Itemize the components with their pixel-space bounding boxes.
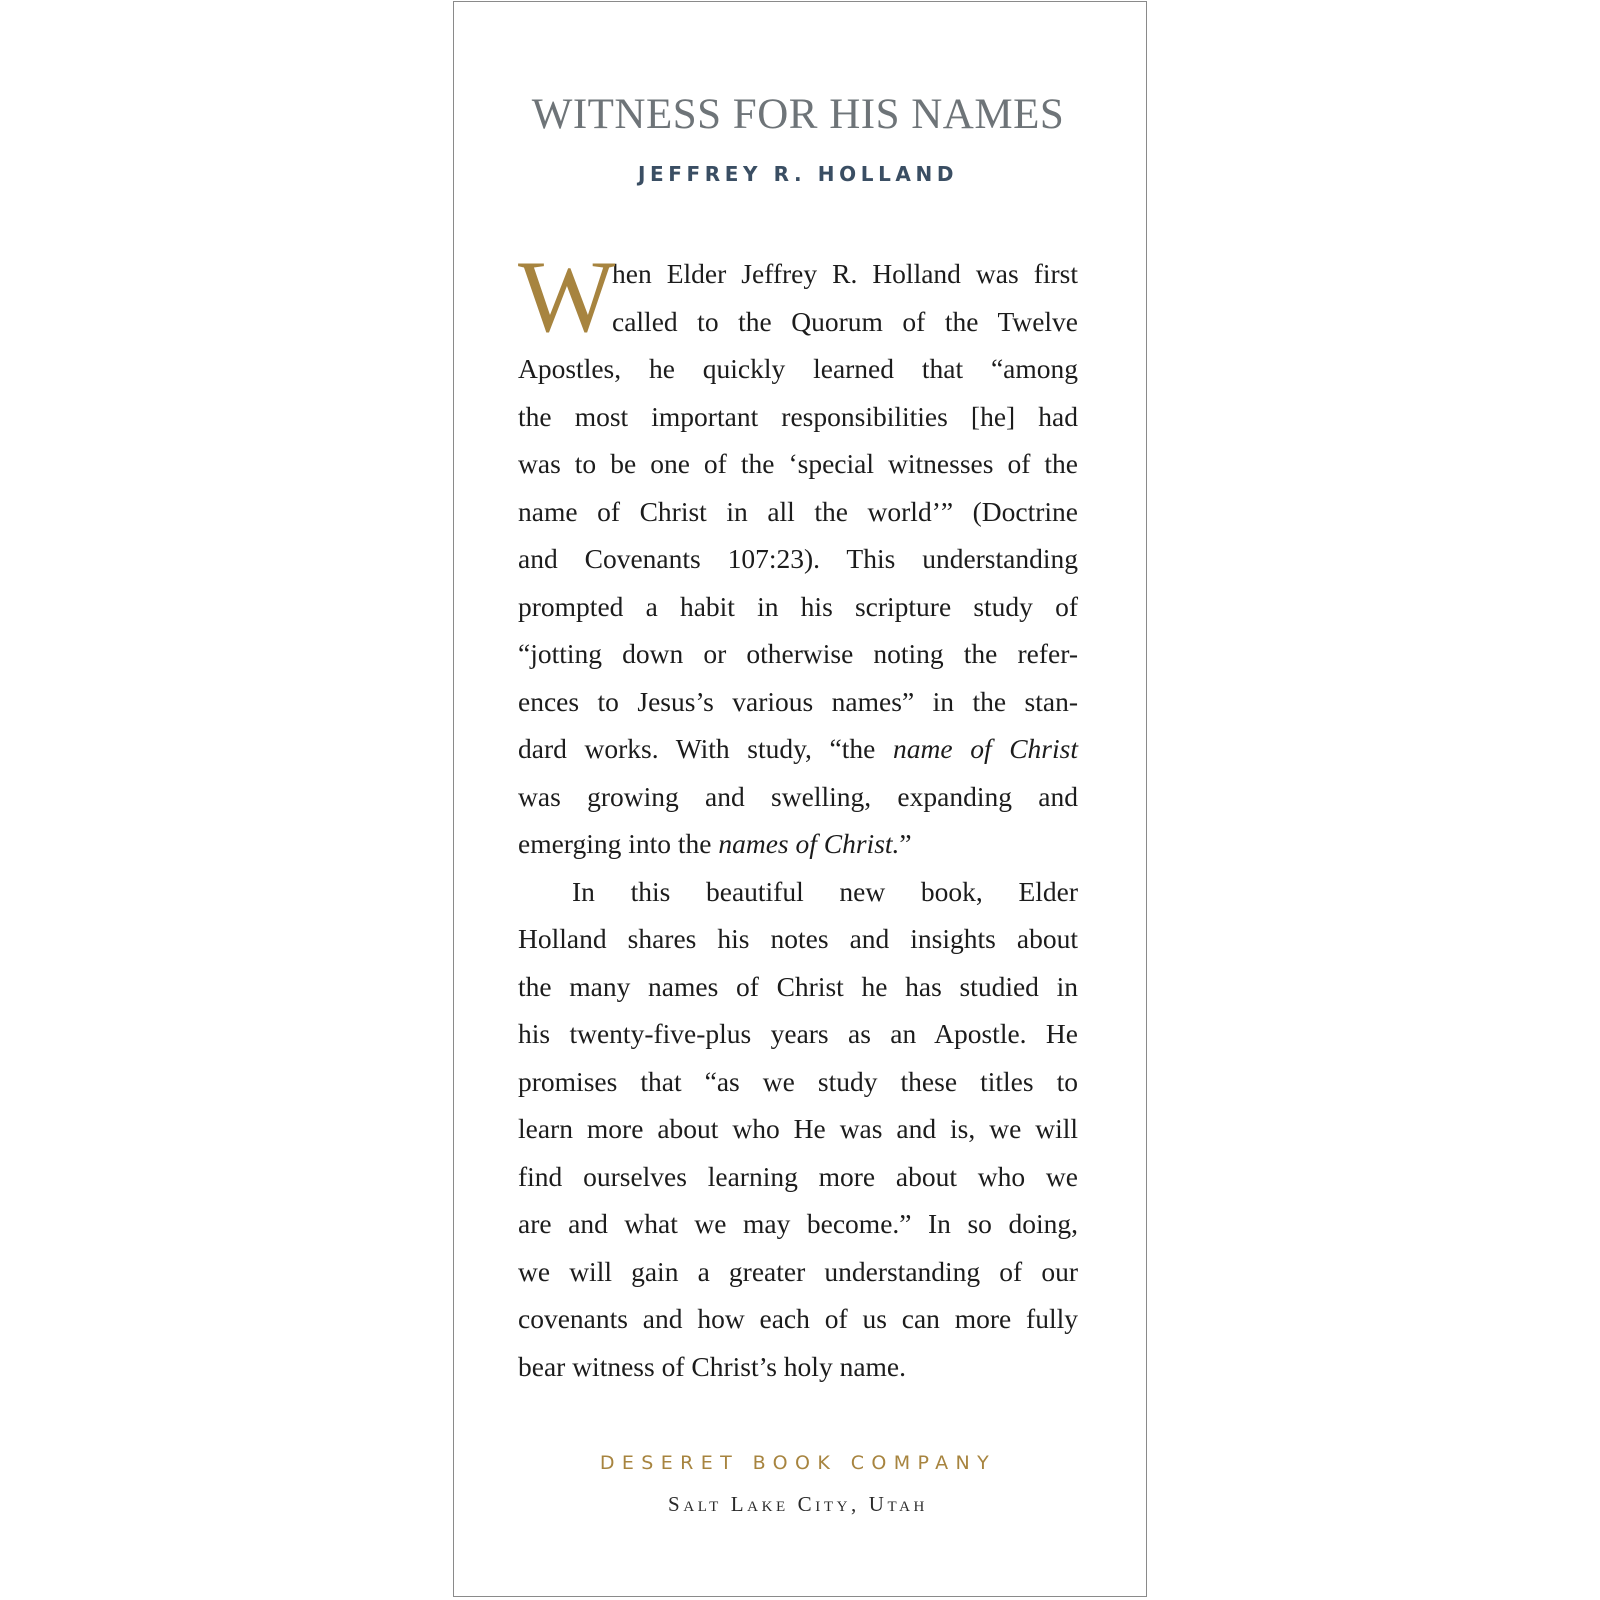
description-line: are and what we may become.” In so doing,	[518, 1208, 1078, 1239]
description-line: hen Elder Jeffrey R. Holland was first	[612, 258, 1078, 289]
description-line: was to be one of the ‘special witnesses of the	[518, 448, 1078, 479]
description-line: and Covenants 107:23). This understanding	[518, 543, 1078, 574]
description-line: learn more about who He was and is, we will	[518, 1113, 1078, 1144]
book-title: WITNESS FOR HIS NAMES	[531, 91, 1065, 138]
description-line: covenants and how each of us can more fully	[518, 1303, 1078, 1334]
description-line: promises that “as we study these titles to	[518, 1065, 1078, 1097]
description-line: name of Christ in all the world’” (Doctrine	[518, 495, 1078, 527]
description-line: “jotting down or otherwise noting the refer-	[518, 638, 1078, 669]
description-line: we will gain a greater understanding of our	[518, 1255, 1078, 1287]
description-line: prompted a habit in his scripture study of	[518, 590, 1078, 622]
book-author: JEFFREY R. HOLLAND	[637, 162, 959, 186]
publisher-city: Salt Lake City, Utah	[668, 1492, 928, 1516]
description-line: called to the Quorum of the Twelve	[612, 305, 1078, 337]
description-line: ences to Jesus’s various names” in the stan-	[518, 685, 1078, 717]
drop-cap: W	[518, 240, 616, 354]
description-line: the many names of Christ he has studied in	[518, 970, 1078, 1002]
description-line: In this beautiful new book, Elder	[572, 875, 1078, 907]
description-line: was growing and swelling, expanding and	[518, 780, 1078, 812]
book-description	[518, 240, 1078, 1390]
description-line: dard works. With study, “the name of Christ	[518, 733, 1078, 764]
emphasis-text: names of Christ.	[718, 828, 900, 859]
emphasis-text: name of Christ	[893, 733, 1078, 764]
description-line: bear witness of Christ’s holy name.	[518, 1350, 906, 1382]
description-line: Holland shares his notes and insights about	[518, 923, 1078, 954]
description-line: his twenty-five-plus years as an Apostle. He	[518, 1018, 1078, 1049]
description-line: the most important responsibilities [he] had	[518, 400, 1078, 432]
book-flap	[453, 1, 1147, 1597]
description-line: emerging into the names of Christ.”	[518, 828, 912, 859]
description-line: Apostles, he quickly learned that “among	[518, 353, 1078, 384]
description-line: find ourselves learning more about who we	[518, 1160, 1078, 1192]
publisher-name: DESERET BOOK COMPANY	[599, 1452, 997, 1474]
